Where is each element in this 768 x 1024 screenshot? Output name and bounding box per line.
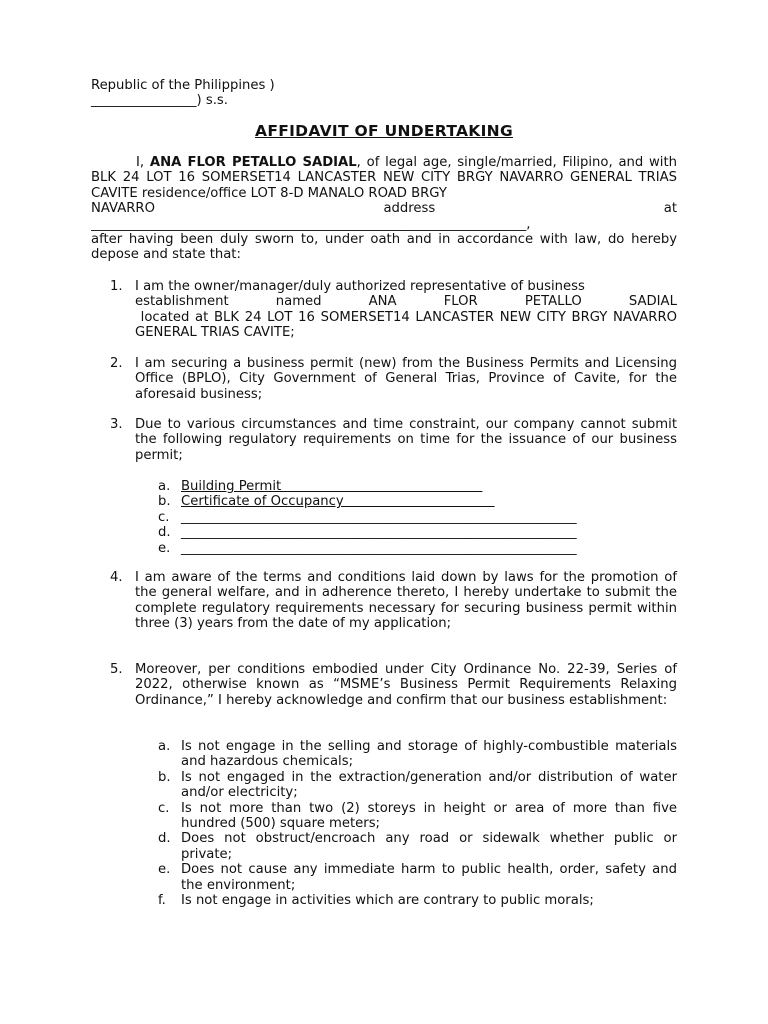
requirement-e bbox=[158, 541, 678, 556]
venue-republic: Republic of the Philippines ) bbox=[91, 78, 275, 93]
condition-e bbox=[158, 862, 677, 893]
condition-text: Is not engage in the selling and storage of highly-combustible materials and hazardous chemicals; bbox=[181, 739, 677, 770]
item-3-text: Due to various circumstances and time constraint, our company cannot submit the following regulatory requirements on time for the issuance of our business permit; bbox=[135, 417, 677, 463]
item-1-word: named bbox=[275, 294, 322, 310]
condition-letter: c. bbox=[158, 800, 170, 816]
intro-text bbox=[91, 155, 677, 201]
intro-prefix: I, bbox=[136, 155, 150, 170]
conditions-list bbox=[158, 739, 677, 908]
item-number: 2. bbox=[110, 356, 123, 371]
condition-letter: b. bbox=[158, 769, 171, 785]
requirement-d bbox=[158, 525, 678, 540]
condition-d bbox=[158, 831, 677, 862]
condition-text: Is not more than two (2) storeys in height or area of more than five hundred (500) square meters; bbox=[181, 800, 677, 832]
requirement-b bbox=[158, 494, 678, 509]
requirement-blank: ____________________________________________________________ bbox=[181, 540, 577, 556]
intro-text-1: , of legal age, single/married, Filipino, and with BLK 24 LOT 16 SOMERSET14 LANCASTER NEW CITY BRGY NAVARRO GENERAL TRIAS CAVITE residence/office LOT 8-D MANALO ROAD BRGY bbox=[91, 155, 677, 201]
condition-letter: a. bbox=[158, 739, 171, 754]
requirement-letter: d. bbox=[158, 525, 171, 541]
requirement-a bbox=[158, 479, 678, 494]
intro-paragraph bbox=[91, 155, 677, 263]
condition-text: Is not engaged in the extraction/generation and/or distribution of water and/or electricity; bbox=[181, 769, 677, 801]
venue-block bbox=[91, 78, 491, 109]
condition-f bbox=[158, 893, 677, 908]
requirements-list bbox=[158, 479, 678, 556]
condition-letter: f. bbox=[158, 893, 166, 909]
item-1-word: SADIAL bbox=[628, 294, 677, 310]
condition-text: Is not engage in activities which are contrary to public morals; bbox=[181, 893, 594, 909]
condition-b bbox=[158, 770, 677, 801]
list-item-2 bbox=[110, 356, 677, 402]
item-1-word: establishment bbox=[135, 294, 229, 310]
item-1-word: FLOR bbox=[443, 294, 478, 310]
document-title: AFFIDAVIT OF UNDERTAKING bbox=[255, 122, 513, 140]
condition-text: Does not cause any immediate harm to public health, order, safety and the environment; bbox=[181, 862, 677, 893]
list-item-1 bbox=[110, 279, 682, 341]
item-1-word: ANA bbox=[368, 294, 397, 310]
list-item-5 bbox=[110, 662, 677, 708]
requirement-value: Building Permit bbox=[181, 479, 483, 494]
affiant-name: ANA FLOR PETALLO SADIAL bbox=[149, 155, 357, 170]
requirement-letter: b. bbox=[158, 494, 171, 510]
condition-c bbox=[158, 801, 677, 832]
requirement-blank: ____________________________________________________________ bbox=[181, 509, 577, 525]
item-4-text: I am aware of the terms and conditions laid down by laws for the promotion of the general welfare, and in adherence thereto, I hereby undertake to submit the complete regulatory requirements necessary for securing business permit within three (3) years from the date of my application; bbox=[135, 570, 677, 632]
item-1-rest: located at BLK 24 LOT 16 SOMERSET14 LANCASTER NEW CITY BRGY NAVARRO GENERAL TRIAS CAVITE; bbox=[135, 309, 682, 341]
requirement-c bbox=[158, 510, 678, 525]
requirement-letter: c. bbox=[158, 509, 170, 525]
requirement-value: Certificate of Occupancy bbox=[181, 494, 495, 510]
condition-letter: e. bbox=[158, 862, 171, 878]
list-item-3 bbox=[110, 417, 677, 463]
address-word-1: NAVARRO bbox=[91, 201, 155, 217]
item-2-text: I am securing a business permit (new) from the Business Permits and Licensing Office (BPLO), City Government of General Trias, Province of Cavite, for the aforesaid business; bbox=[135, 356, 677, 402]
address-line bbox=[91, 201, 677, 216]
item-number: 3. bbox=[110, 417, 123, 432]
item-1-word: PETALLO bbox=[524, 294, 582, 310]
requirement-letter: a. bbox=[158, 479, 171, 494]
address-blank: __________________________________________________________________, bbox=[91, 216, 531, 232]
venue-ss: ________________) s.s. bbox=[91, 93, 228, 109]
condition-a bbox=[158, 739, 677, 770]
address-word-2: address bbox=[383, 201, 436, 217]
item-number: 4. bbox=[110, 570, 123, 585]
item-number: 1. bbox=[110, 279, 123, 294]
condition-text: Does not obstruct/encroach any road or sidewalk whether public or private; bbox=[181, 831, 677, 862]
item-5-text: Moreover, per conditions embodied under City Ordinance No. 22-39, Series of 2022, otherwise known as “MSME’s Business Permit Requirements Relaxing Ordinance,” I hereby acknowledge and confirm that our business establishment: bbox=[135, 662, 677, 708]
item-1-row2 bbox=[135, 294, 677, 309]
requirement-letter: e. bbox=[158, 540, 171, 556]
item-1-lead bbox=[135, 279, 677, 294]
list-item-4 bbox=[110, 570, 677, 632]
condition-letter: d. bbox=[158, 831, 171, 847]
item-1-lead-text: I am the owner/manager/duly authorized representative of business bbox=[135, 279, 585, 294]
item-number: 5. bbox=[110, 662, 123, 677]
intro-text-2: after having been duly sworn to, under oath and in accordance with law, do hereby depose and state that: bbox=[91, 232, 677, 263]
address-word-3: at bbox=[663, 201, 677, 217]
requirement-blank: ____________________________________________________________ bbox=[181, 525, 577, 541]
